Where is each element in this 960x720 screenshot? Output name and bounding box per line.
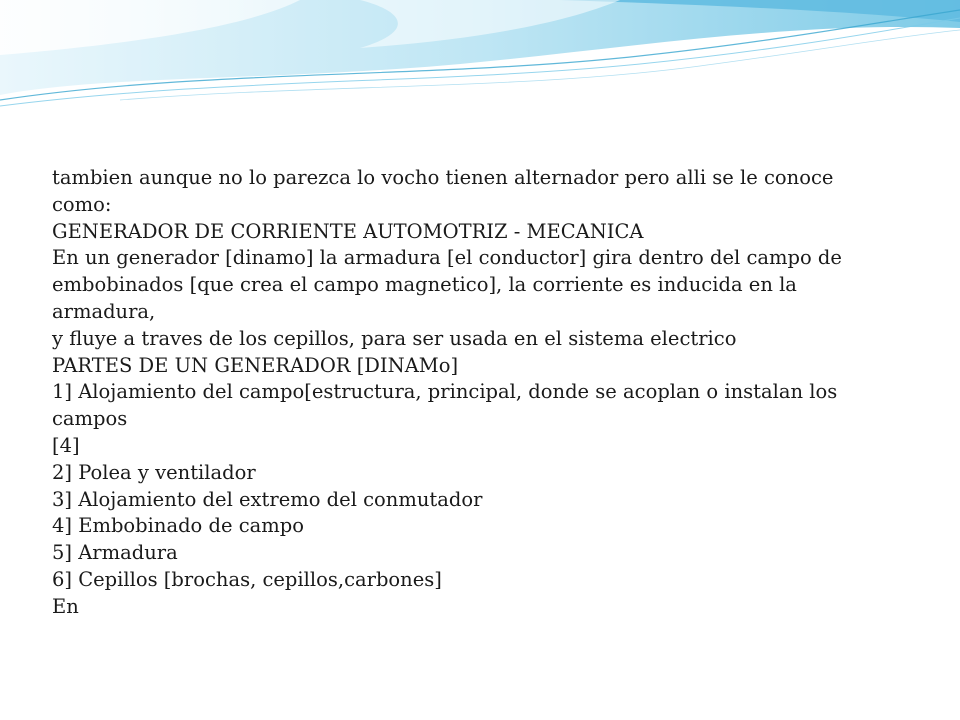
text-line: 6] Cepillos [brochas, cepillos,carbones] (52, 567, 442, 591)
text-line: embobinados [que crea el campo magnetico], la corriente es inducida en la (52, 273, 797, 297)
text-line: GENERADOR DE CORRIENTE AUTOMOTRIZ - MECANICA (52, 219, 644, 243)
text-line: [4] (52, 433, 80, 457)
text-line: 3] Alojamiento del extremo del conmutador (52, 487, 483, 511)
text-line: 5] Armadura (52, 541, 178, 565)
text-line: 1] Alojamiento del campo[estructura, principal, donde se acoplan o instalan los (52, 380, 838, 404)
header-wave-decoration (0, 0, 960, 120)
text-line: En un generador [dinamo] la armadura [el conductor] gira dentro del campo de (52, 246, 842, 270)
text-line: En (52, 594, 79, 618)
text-line: tambien aunque no lo parezca lo vocho tienen alternador pero alli se le conoce (52, 166, 834, 189)
slide-body-text (52, 165, 912, 621)
text-line: 4] Embobinado de campo (52, 514, 304, 538)
text-line: campos (52, 407, 128, 431)
text-line: como: (52, 192, 112, 216)
text-line: armadura, (52, 299, 156, 323)
text-line: y fluye a traves de los cepillos, para ser usada en el sistema electrico (52, 326, 737, 350)
text-line: 2] Polea y ventilador (52, 460, 256, 484)
text-line: PARTES DE UN GENERADOR [DINAMo] (52, 353, 459, 377)
